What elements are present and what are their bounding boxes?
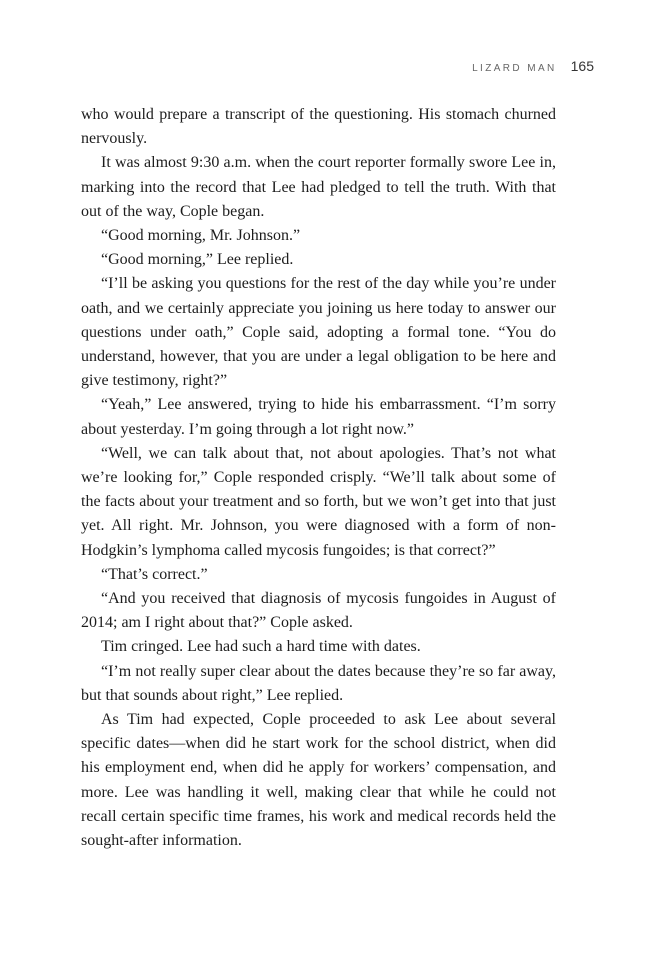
- running-title: LIZARD MAN: [472, 63, 557, 74]
- paragraph: “I’ll be asking you questions for the rest of the day while you’re under oath, and we certainly appreciate you joining us here today to answer our questions under oath,” Cople said, adopting a formal tone. “You do understand, however, that you are under a legal obligation to be here and give testimony, right?”: [81, 275, 556, 390]
- paragraph: “That’s correct.”: [101, 565, 208, 583]
- paragraph: who would prepare a transcript of the questioning. His stomach churned nervously.: [81, 106, 556, 148]
- paragraph: “Good morning,” Lee replied.: [101, 251, 294, 269]
- paragraph: “Good morning, Mr. Johnson.”: [101, 227, 301, 245]
- paragraph: It was almost 9:30 a.m. when the court reporter formally swore Lee in, marking into the record that Lee had pledged to tell the truth. With that out of the way, Cople began.: [81, 154, 556, 220]
- paragraph: “Yeah,” Lee answered, trying to hide his embarrassment. “I’m sorry about yesterday. I’m going through a lot right now.”: [81, 396, 556, 438]
- paragraph: As Tim had expected, Cople proceeded to ask Lee about several specific dates—when did he start work for the school district, when did his employment end, when did he apply for workers’ compensation, and more. Lee was handling it well, making clear that while he could not recall certain specific time frames, his work and medical records held the sought-after information.: [81, 711, 556, 850]
- paragraph: Tim cringed. Lee had such a hard time with dates.: [101, 638, 421, 656]
- paragraph: “And you received that diagnosis of mycosis fungoides in August of 2014; am I right about that?” Cople asked.: [81, 590, 556, 632]
- running-header: [472, 58, 594, 74]
- body-text: [81, 103, 556, 853]
- paragraph: “I’m not really super clear about the dates because they’re so far away, but that sounds about right,” Lee replied.: [81, 662, 556, 704]
- paragraph: “Well, we can talk about that, not about apologies. That’s not what we’re looking for,” Cople responded crisply. “We’ll talk about some of the facts about your treatment and so forth, but we won’t get into that just yet. All right. Mr. Johnson, you were diagnosed with a form of non-Hodgkin’s lymphoma called mycosis fungoides; is that correct?”: [81, 444, 556, 559]
- page-number: 165: [570, 58, 594, 74]
